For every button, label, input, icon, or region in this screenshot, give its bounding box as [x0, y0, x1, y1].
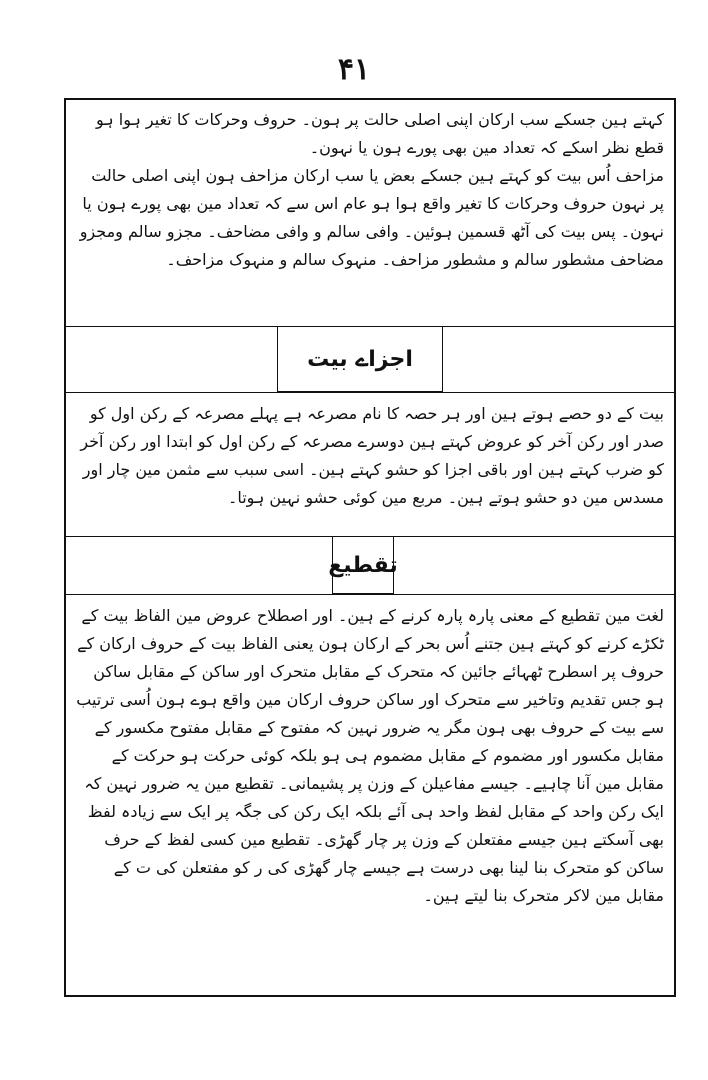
section-ajza-e-bait	[76, 400, 664, 530]
heading-taqti: تقطیع	[332, 536, 394, 594]
page-number: ۴۱	[337, 52, 371, 87]
paragraph: بیت کے دو حصے ہوتے ہین اور ہر حصہ کا نام مصرعہ ہے پہلے مصرعہ کے رکن اول کو صدر اور رکن آخر کو عروض کہتے ہین دوسرے مصرعہ کے رکن اول کو ابتدا اور رکن آخر کو ضرب کہتے ہین اور باقی اجزا کو حشو کہتے ہین۔ اسی سبب سے مثمن مین چار اور مسدس مین دو حشو ہوتے ہین۔ مربع مین کوئی حشو نہین ہوتا۔	[80, 404, 664, 507]
paragraph: کہتے ہین جسکے سب ارکان اپنی اصلی حالت پر ہون۔ حروف وحرکات کا تغیر ہوا ہو قطع نظر اسکے کہ تعداد مین بھی پورے ہون یا نہون۔	[96, 110, 664, 157]
page-frame	[64, 98, 676, 997]
section-bait-types	[76, 106, 664, 318]
paragraph: مزاحف اُس بیت کو کہتے ہین جسکے بعض یا سب ارکان مزاحف ہون اپنی اصلی حالت پر نہون حروف وحرکات کا تغیر واقع ہوا ہو عام اس سے کہ تعداد مین بھی پورے ہون یا نہون۔ پس بیت کی آٹھ قسمین ہوئین۔ وافی سالم و وافی مضاحف۔ مجزو سالم ومجزو مضاحف مشطور سالم و مشطور مزاحف۔ منہوک سالم و منہوک مزاحف۔	[79, 166, 664, 269]
heading-ajza-e-bait: اجزاے بیت	[277, 326, 443, 392]
divider	[66, 594, 674, 595]
section-taqti	[76, 602, 664, 990]
paragraph: لغت مین تقطیع کے معنی پارہ پارہ کرنے کے ہین۔ اور اصطلاح عروض مین الفاظ بیت کے ٹکڑے کرنے کو کہتے ہین جتنے اُس بحر کے ارکان ہون یعنی الفاظ بیت کے حروف ارکان کے حروف پر اسطرح ٹھہائے جائین کہ متحرک کے مقابل متحرک اور ساکن کے مقابل ساکن ہو جس تقدیم وتاخیر سے متحرک اور ساکن حروف ارکان مین واقع ہوے ہون اُسی ترتیب سے بیت کے حروف بھی ہون مگر یہ ضرور نہین کہ مفتوح کے مقابل مفتوح مکسور کے مقابل مکسور اور مضموم کے مقابل مضموم ہی ہو بلکہ کوئی حرکت ہو حرکت کے مقابل مین آنا چاہیے۔ جیسے مفاعیلن کے وزن پر پشیمانی۔ تقطیع مین یہ ضرور نہین کہ ایک رکن واحد کے مقابل لفظ واحد ہی آئے بلکہ ایک رکن کی جگہ پر ایک سے زیادہ لفظ بھی آسکتے ہین جیسے مفتعلن کے وزن پر چار گھڑی۔ تقطیع مین کسی لفظ کے حرف ساکن کو متحرک بنا لینا بھی درست ہے جیسے چار گھڑی کی ر کو مفتعلن کی ت کے مقابل مین لاکر متحرک بنا لیتے ہین۔	[76, 606, 664, 905]
divider	[66, 392, 674, 393]
